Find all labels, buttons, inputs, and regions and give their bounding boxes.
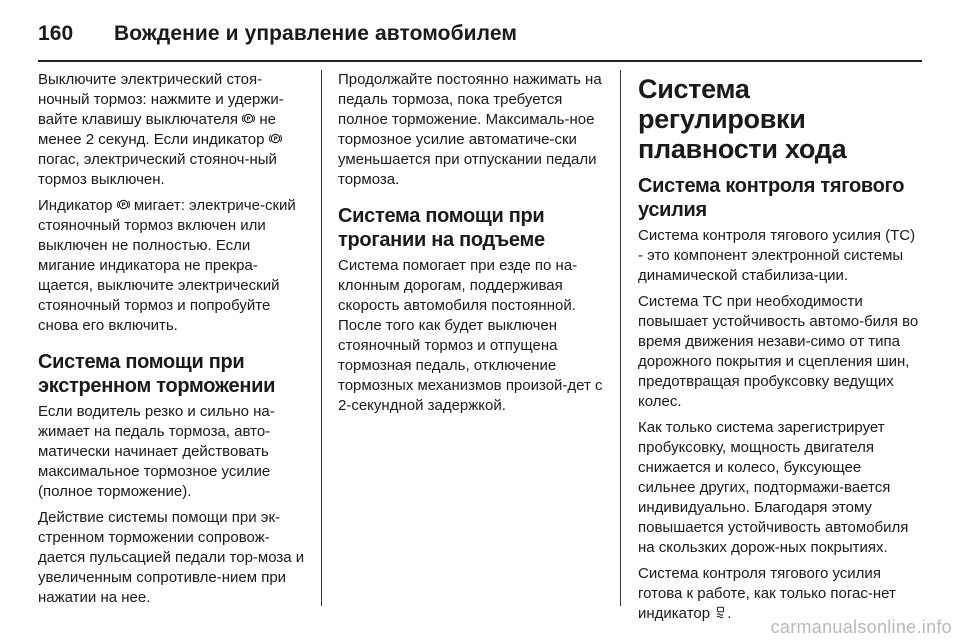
column-divider-2: [620, 70, 621, 606]
paragraph-emergency-1: Если водитель резко и сильно на-жимает на педаль тормоза, авто-матически начинает действовать максимальное тормозное усилие (полное торможение).: [38, 403, 275, 500]
traction-control-icon: [714, 606, 727, 619]
column-2: [338, 70, 606, 422]
paragraph-tc-2: Система TC при необходимости повышает устойчивость автомо-биля во время движения незави-симо от типа дорожного покрытия и сцепления шин, предотвращая пробуксовку ведущих колес.: [638, 293, 919, 410]
page-number: 160: [38, 22, 74, 45]
paragraph-keep-pressing: Продолжайте постоянно нажимать на педаль тормоза, пока требуется полное торможение. Максималь-ное тормозное усилие автоматиче-ски уменьшается при отпускании педали тормоза.: [338, 71, 602, 188]
svg-text:P: P: [246, 116, 251, 123]
paragraph-tc-4: Система контроля тягового усилия готова к работе, как только погас-нет индикатор .: [638, 565, 896, 622]
paragraph-emergency-2: Действие системы помощи при эк-стренном торможении сопровож-дается пульсацией педали тор-моза и увеличенным сопротивле-нием при нажатии на нее.: [38, 509, 305, 606]
column-3: [638, 70, 922, 630]
heading-ride-control: Система регулировки плавности хода: [638, 74, 847, 164]
svg-text:P: P: [273, 136, 278, 143]
svg-text:P: P: [121, 202, 126, 209]
parking-brake-icon: [242, 112, 255, 125]
paragraph-tc-3: Как только система зарегистрирует пробуксовку, мощность двигателя снижается и колесо, буксующее сильнее других, подтормажи-вается индивидуально. Благодаря этому повышается устойчивость автомобиля на скользких дорож-ных покрытиях.: [638, 419, 909, 556]
heading-emergency-brake-assist: Система помощи при экстренном торможении: [38, 351, 276, 397]
watermark-text: carmanualsonline.info: [770, 617, 952, 637]
paragraph-parking-brake-off: Выключите электрический стоя-ночный тормоз: нажмите и удержи-вайте клавишу выключателя P не менее 2 секунд. Если индикатор P погас, электрический стояноч-ный тормоз выключен.: [38, 71, 284, 188]
column-1: [38, 70, 308, 614]
parking-brake-icon: [117, 198, 130, 211]
paragraph-tc-1: Система контроля тягового усилия (TC) - это компонент электронной системы динамической стабилиза-ции.: [638, 227, 916, 284]
header-rule: [38, 60, 922, 62]
parking-brake-icon: [269, 132, 282, 145]
paragraph-indicator-flashing: Индикатор P мигает: электриче-ский стояночный тормоз включен или выключен не полностью. Если мигание индикатора не прекра-щается, выключите электрический стояночный тормоз и попробуйте снова его включить.: [38, 197, 296, 334]
paragraph-hill-start: Система помогает при езде по на-клонным дорогам, поддерживая скорость автомобиля постоянной. После того как будет выключен стояночный тормоз и отпущена тормозная педаль, отключение тормозных механизмов произой-дет с 2-секундной задержкой.: [338, 257, 603, 414]
column-divider-1: [321, 70, 322, 606]
heading-hill-start-assist: Система помощи при трогании на подъеме: [338, 205, 545, 251]
page-header: [38, 14, 922, 54]
chapter-title: Вождение и управление автомобилем: [114, 22, 517, 45]
heading-traction-control: Система контроля тягового усилия: [638, 175, 905, 221]
